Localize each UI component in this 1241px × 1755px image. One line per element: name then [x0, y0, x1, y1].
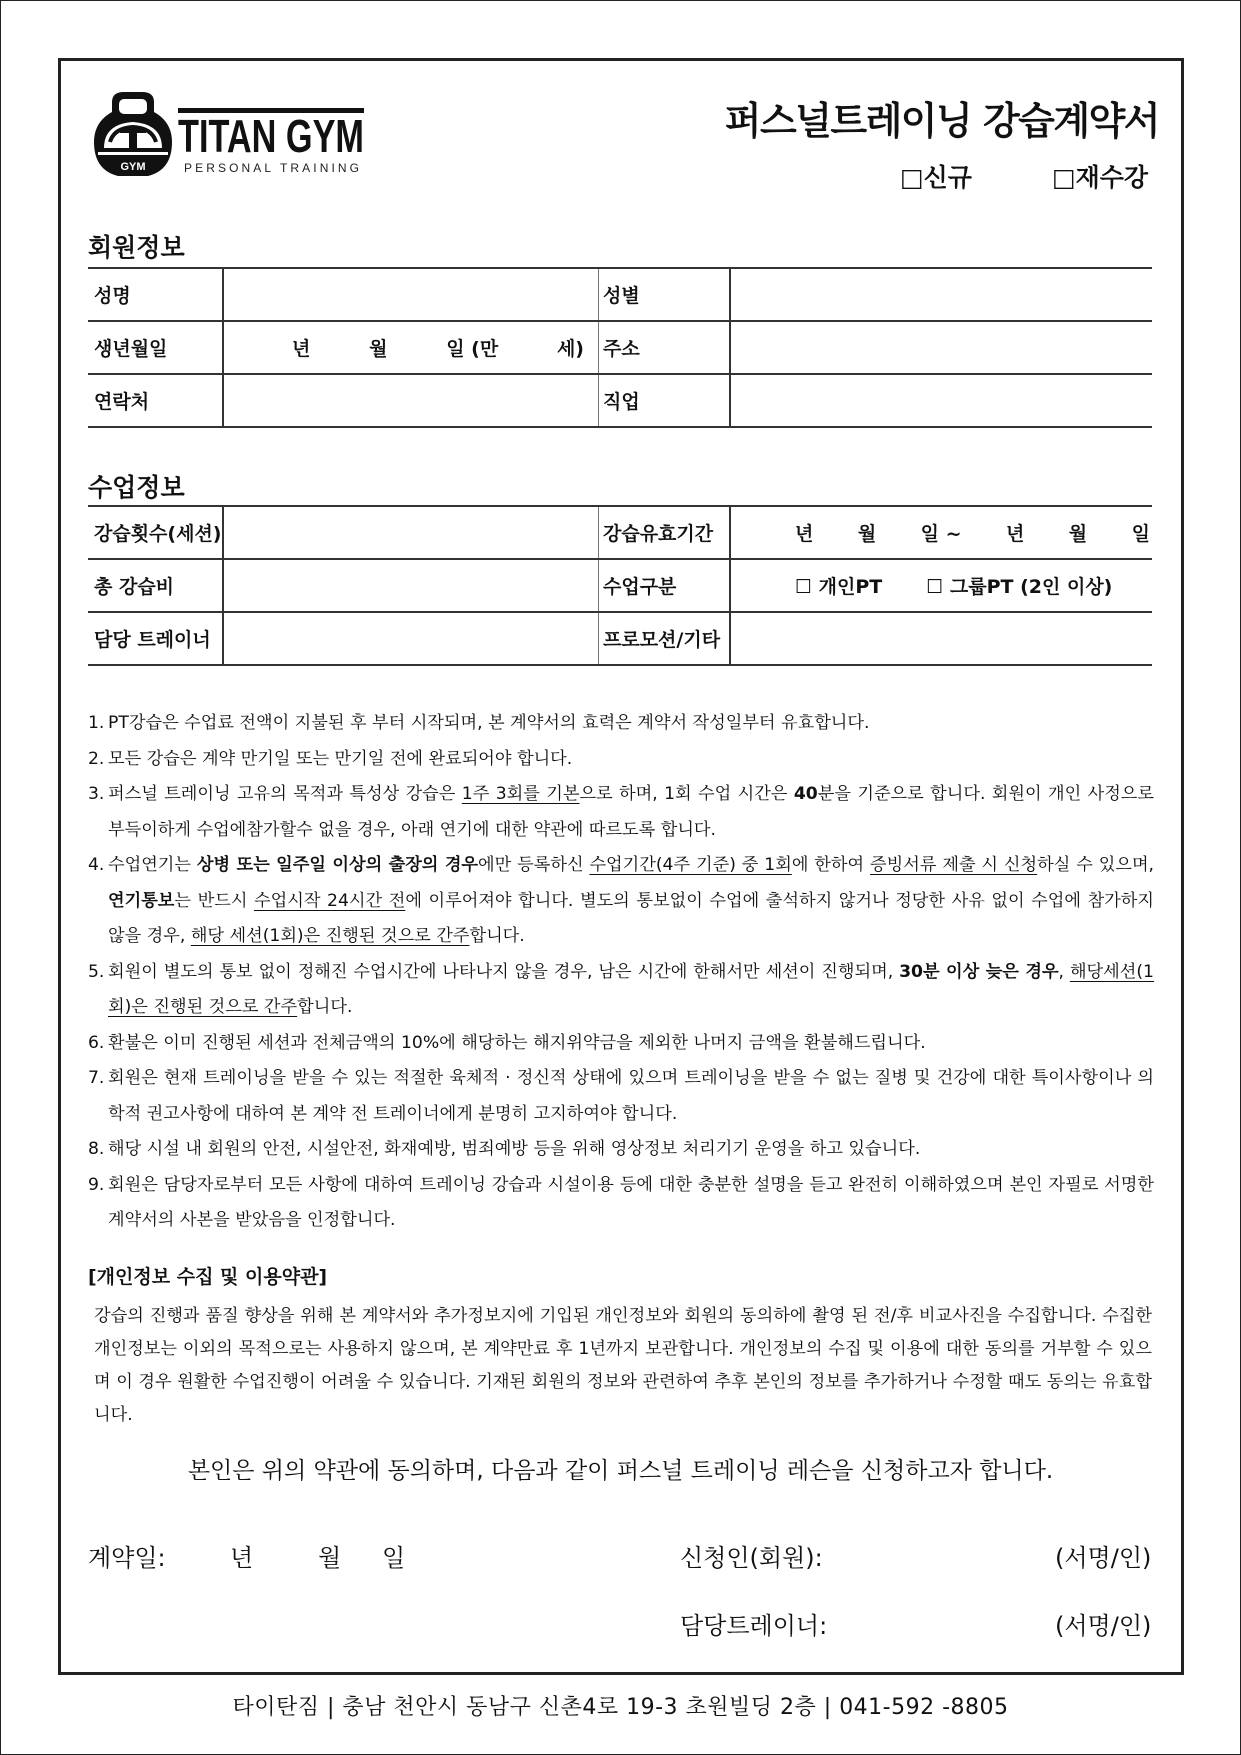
checkbox-re-enroll[interactable]: □재수강: [1052, 163, 1149, 192]
term-emphasis: 상병 또는 일주일 이상의 출장의 경우: [196, 855, 479, 875]
trainer-signature-field[interactable]: (서명/인): [1055, 1612, 1152, 1640]
term-segment: 회원이 별도의 통보 없이 정해진 수업시간에 나타나지 않을 경우, 남은 시간에 한해서만 세션이 진행되며,: [108, 961, 900, 982]
agreement-statement: 본인은 위의 약관에 동의하며, 다음과 같이 퍼스널 트레이닝 레슨을 신청하고자 합니다.: [187, 1458, 1054, 1484]
gender-field[interactable]: [730, 268, 1152, 321]
term-segment: 퍼스널 트레이닝 고유의 목적과 특성상 강습은: [108, 784, 462, 804]
checkbox-personal-pt[interactable]: ☐ 개인PT: [795, 576, 883, 598]
address-field[interactable]: [730, 321, 1152, 374]
term-number: 7.: [88, 1068, 105, 1088]
class-info-heading: 수업정보: [88, 473, 185, 502]
term-segment: 분을 기준으로 합니다. 회원이 개인 사정으로 부득이하게 수업에참가할수 없을 경우, 아래 연기에 대한 약관에 따르도록 합니다.: [108, 784, 1155, 840]
label-address: 주소: [599, 321, 731, 374]
end-day-unit: 일: [1131, 523, 1150, 545]
term-emphasis: 30분 이상 늦은 경우: [899, 961, 1059, 982]
table-row: [88, 268, 1152, 321]
svg-text:PERSONAL TRAINING: PERSONAL TRAINING: [184, 161, 362, 175]
term-emphasis: 연기통보: [108, 890, 175, 911]
term-segment: 에만 등록하신: [478, 855, 590, 875]
applicant-label: 신청인(회원):: [680, 1544, 823, 1572]
term-segment: 환불은 이미 진행된 세션과 전체금액의 10%에 해당하는 해지위약금을 제외한 나머지 금액을 환불해드립니다.: [108, 1032, 926, 1053]
term-underline: 수업기간(4주 기준) 중 1회: [589, 855, 792, 875]
member-info-table: [88, 267, 1152, 428]
term-segment: ,: [1058, 961, 1070, 982]
footer-address: 타이탄짐 | 충남 천안시 동남구 신촌4로 19-3 초원빌딩 2층 | 041-592 -8805: [232, 1695, 1009, 1720]
term-text: [108, 742, 1154, 778]
term-segment: PT강습은 수업료 전액이 지불된 후 부터 시작되며, 본 계약서의 효력은 계약서 작성일부터 유효합니다.: [108, 713, 870, 733]
table-row: [88, 374, 1152, 427]
valid-period-field[interactable]: [730, 506, 1152, 559]
term-number: 8.: [88, 1139, 105, 1159]
term-segment: 합니다.: [297, 997, 353, 1017]
total-fee-field[interactable]: [223, 559, 599, 612]
label-name: 성명: [88, 268, 223, 321]
term-item: [88, 955, 1154, 1026]
checkbox-new-member[interactable]: □신규: [900, 163, 972, 192]
contract-month-unit[interactable]: 월: [318, 1544, 342, 1572]
term-segment: 합니다.: [469, 926, 525, 946]
applicant-signature-field[interactable]: (서명/인): [1055, 1544, 1152, 1572]
term-segment: 에 이루어져야 합니다. 별도의 통보없이 수업에 출석하지 않거나 정당한 사유 없이 수업에 참가하지 않을 경우,: [108, 890, 1155, 946]
trainer-sign-label: 담당트레이너:: [680, 1612, 828, 1640]
term-text: [108, 777, 1154, 848]
term-text: [108, 706, 1154, 742]
year-unit: 년: [292, 338, 311, 360]
term-segment: 회원은 현재 트레이닝을 받을 수 있는 적절한 육체적 · 정신적 상태에 있으며 트레이닝을 받을 수 없는 질병 및 건강에 대한 특이사항이나 의학적 권고사항에 대하여 본 계약 전 트레이너에게 분명히 고지하여야 합니다.: [108, 1068, 1154, 1124]
member-info-heading: 회원정보: [88, 233, 185, 262]
term-item: [88, 777, 1154, 848]
start-day-unit: 일 ~: [920, 523, 962, 545]
term-segment: 에 한하여: [791, 855, 871, 875]
promotion-field[interactable]: [730, 612, 1152, 665]
term-emphasis: 40: [793, 784, 818, 804]
term-segment: 으로 하며, 1회 수업 시간은: [579, 784, 794, 804]
term-item: [88, 1132, 1154, 1168]
occupation-field[interactable]: [730, 374, 1152, 427]
terms-list: [88, 706, 1154, 1239]
term-segment: 하실 수 있으며,: [1037, 855, 1155, 875]
label-class-type: 수업구분: [599, 559, 731, 612]
day-age-unit: 일 (만: [446, 338, 499, 360]
contract-year-unit[interactable]: 년: [230, 1544, 254, 1572]
term-underline: 수업시작 24시간 전: [254, 890, 406, 911]
label-trainer: 담당 트레이너: [88, 612, 223, 665]
label-gender: 성별: [599, 268, 731, 321]
name-field[interactable]: [223, 268, 599, 321]
term-text: [108, 1061, 1154, 1132]
term-text: [108, 955, 1154, 1026]
svg-text:GYM: GYM: [120, 161, 146, 173]
term-underline: 해당 세션(1회)은 진행된 것으로 간주: [190, 926, 470, 946]
contract-day-unit[interactable]: 일: [382, 1544, 406, 1572]
table-row: [88, 559, 1152, 612]
term-number: 5.: [88, 961, 105, 982]
term-item: [88, 742, 1154, 778]
term-segment: 해당 시설 내 회원의 안전, 시설안전, 화재예방, 범죄예방 등을 위해 영상정보 처리기기 운영을 하고 있습니다.: [108, 1139, 921, 1159]
term-number: 2.: [88, 748, 105, 769]
term-item: [88, 706, 1154, 742]
term-segment: 수업연기는: [108, 855, 197, 875]
label-promotion: 프로모션/기타: [599, 612, 731, 665]
label-total-fee: 총 강습비: [88, 559, 223, 612]
term-segment: 는 반드시: [174, 890, 255, 911]
label-occupation: 직업: [599, 374, 731, 427]
term-underline: 증빙서류 제출 시 신청: [870, 855, 1038, 875]
label-valid-period: 강습유효기간: [599, 506, 731, 559]
term-segment: 회원은 담당자로부터 모든 사항에 대하여 트레이닝 강습과 시설이용 등에 대한 충분한 설명을 듣고 완전히 이해하였으며 본인 자필로 서명한 계약서의 사본을 받았음을 인정합니다.: [108, 1174, 1154, 1230]
checkbox-group-pt[interactable]: ☐ 그룹PT (2인 이상): [926, 576, 1113, 598]
term-number: 3.: [88, 784, 105, 804]
label-birthdate: 생년월일: [88, 321, 223, 374]
label-contact: 연락처: [88, 374, 223, 427]
session-count-field[interactable]: [223, 506, 599, 559]
term-number: 6.: [88, 1032, 105, 1053]
svg-text:TITAN GYM: TITAN GYM: [178, 110, 364, 162]
month-unit: 월: [369, 338, 388, 360]
birthdate-field[interactable]: [223, 321, 599, 374]
class-info-table: [88, 505, 1152, 666]
privacy-body: 강습의 진행과 품질 향상을 위해 본 계약서와 추가정보지에 기입된 개인정보와 회원의 동의하에 촬영 된 전/후 비교사진을 수집합니다. 수집한 개인정보는 이외의 목적으로는 사용하지 않으며, 본 계약만료 후 1년까지 보관합니다. 개인정보의 수집 및 이용에 대한 동의를 거부할 수 있으며 이 경우 원활한 수업진행이 어려울 수 있습니다. 기재된 회원의 정보와 관련하여 추후 본인의 정보를 추가하거나 수정할 때도 동의는 유효합니다.: [94, 1306, 1152, 1425]
term-text: [108, 1132, 1154, 1168]
term-text: [108, 1026, 1154, 1062]
table-row: [88, 612, 1152, 665]
kettlebell-icon: [92, 90, 372, 180]
table-row: [88, 321, 1152, 374]
start-month-unit: 월: [857, 523, 877, 545]
titan-gym-logo: [92, 90, 372, 180]
end-year-unit: 년: [1005, 523, 1025, 545]
term-number: 4.: [88, 855, 105, 875]
term-item: [88, 1026, 1154, 1062]
term-number: 9.: [88, 1174, 105, 1195]
privacy-heading: [개인정보 수집 및 이용약관]: [88, 1266, 328, 1288]
term-item: [88, 1061, 1154, 1132]
document-title: 퍼스널트레이닝 강습계약서: [724, 99, 1159, 143]
term-text: [108, 1168, 1154, 1239]
term-segment: 모든 강습은 계약 만기일 또는 만기일 전에 완료되어야 합니다.: [108, 748, 573, 769]
age-unit: 세): [556, 338, 584, 360]
term-text: [108, 848, 1154, 955]
class-type-field: [730, 559, 1152, 612]
contract-date-label: 계약일:: [88, 1544, 166, 1572]
table-row: [88, 506, 1152, 559]
contact-field[interactable]: [223, 374, 599, 427]
label-session-count: 강습횟수(세션): [88, 506, 223, 559]
term-item: [88, 848, 1154, 955]
end-month-unit: 월: [1068, 523, 1088, 545]
term-number: 1.: [88, 713, 105, 733]
term-underline: 1주 3회를 기본: [461, 784, 580, 804]
trainer-field[interactable]: [223, 612, 599, 665]
term-item: [88, 1168, 1154, 1239]
term-underline: 해당세션(1회)은 진행된 것으로 간주: [108, 961, 1154, 1017]
start-year-unit: 년: [795, 523, 814, 545]
